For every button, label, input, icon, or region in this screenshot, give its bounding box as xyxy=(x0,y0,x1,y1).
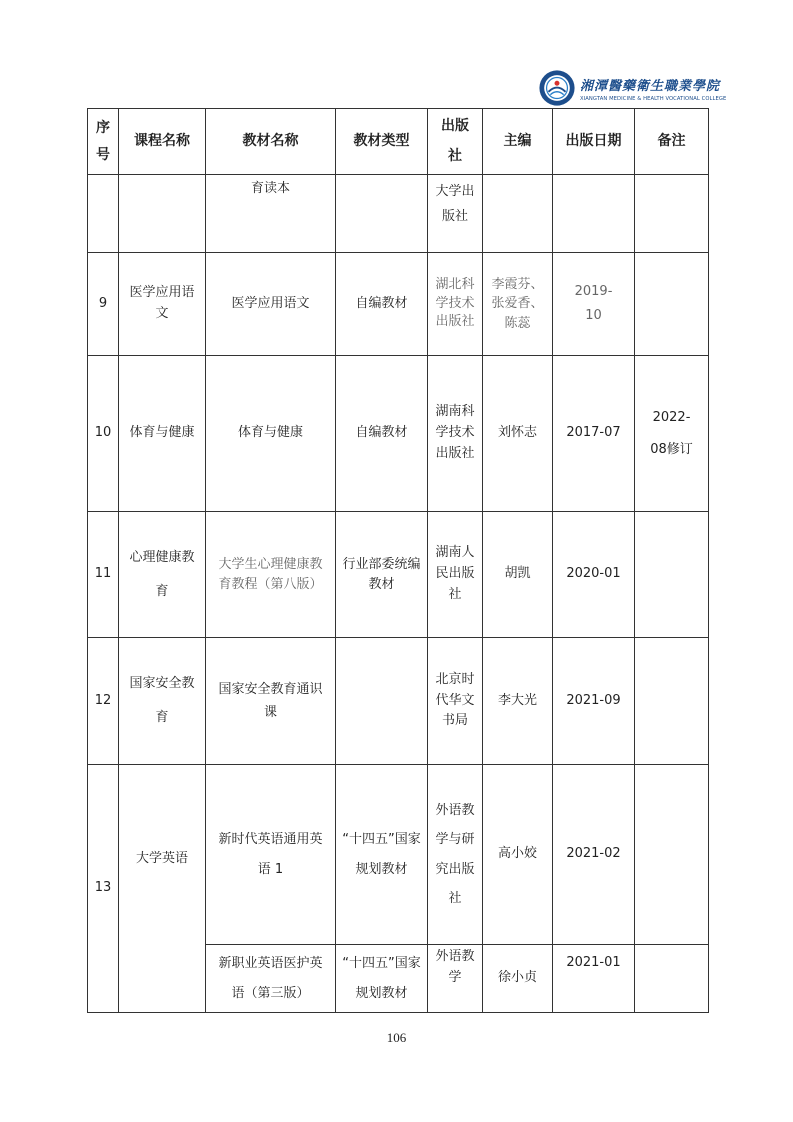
cell-type: 行业部委统编教材 xyxy=(336,512,428,638)
cell-date: 2020-01 xyxy=(553,512,635,638)
cell-no: 10 xyxy=(88,356,119,512)
cell-editor: 徐小贞 xyxy=(483,945,553,1013)
table-row xyxy=(88,765,709,945)
cell-type: “十四五”国家规划教材 xyxy=(336,765,428,945)
cell-no xyxy=(88,175,119,253)
header-type: 教材类型 xyxy=(336,109,428,175)
cell-publisher: 湖南人民出版社 xyxy=(428,512,483,638)
header-course: 课程名称 xyxy=(119,109,206,175)
cell-type: 自编教材 xyxy=(336,356,428,512)
header-no: 序号 xyxy=(88,109,119,175)
cell-textbook: 国家安全教育通识课 xyxy=(206,638,336,765)
cell-date: 2021-09 xyxy=(553,638,635,765)
logo-english-name: XIANGTAN MEDICINE & HEALTH VOCATIONAL COLLEGE xyxy=(580,95,727,102)
cell-textbook: 大学生心理健康教育教程（第八版） xyxy=(206,512,336,638)
cell-publisher: 外语教学与研究出版社 xyxy=(428,765,483,945)
cell-textbook: 新时代英语通用英语 1 xyxy=(206,765,336,945)
cell-publisher: 外语教学 xyxy=(428,945,483,1013)
cell-course: 医学应用语文 xyxy=(119,253,206,356)
cell-no: 9 xyxy=(88,253,119,356)
header-editor: 主编 xyxy=(483,109,553,175)
cell-no: 12 xyxy=(88,638,119,765)
cell-editor: 刘怀志 xyxy=(483,356,553,512)
cell-publisher: 北京时代华文书局 xyxy=(428,638,483,765)
cell-note xyxy=(635,945,709,1013)
cell-publisher: 湖南科学技术出版社 xyxy=(428,356,483,512)
logo-chinese-name: 湘潭醫藥衛生職業學院 xyxy=(580,78,721,94)
page-number: 106 xyxy=(386,1030,407,1045)
textbook-table xyxy=(87,108,709,1013)
cell-editor: 胡凯 xyxy=(483,512,553,638)
cell-textbook: 新职业英语医护英语（第三版） xyxy=(206,945,336,1013)
cell-type: “十四五”国家规划教材 xyxy=(336,945,428,1013)
cell-course: 体育与健康 xyxy=(119,356,206,512)
header-textbook: 教材名称 xyxy=(206,109,336,175)
table-header-row xyxy=(88,109,709,175)
cell-textbook: 育读本 xyxy=(206,175,336,253)
college-emblem-icon xyxy=(538,69,576,107)
cell-date: 2017-07 xyxy=(553,356,635,512)
cell-note xyxy=(635,253,709,356)
header-note: 备注 xyxy=(635,109,709,175)
cell-publisher: 大学出版社 xyxy=(428,175,483,253)
header-date: 出版日期 xyxy=(553,109,635,175)
cell-date: 2021-01 xyxy=(553,945,635,1013)
cell-textbook: 医学应用语文 xyxy=(206,253,336,356)
cell-editor: 李大光 xyxy=(483,638,553,765)
cell-date: 2021-02 xyxy=(553,765,635,945)
cell-course: 心理健康教育 xyxy=(119,512,206,638)
cell-no: 11 xyxy=(88,512,119,638)
cell-date: 2019-10 xyxy=(553,253,635,356)
header-publisher: 出版社 xyxy=(428,109,483,175)
table-row xyxy=(88,356,709,512)
cell-course: 国家安全教育 xyxy=(119,638,206,765)
table-row xyxy=(88,175,709,253)
table-row xyxy=(88,253,709,356)
cell-publisher: 湖北科学技术出版社 xyxy=(428,253,483,356)
college-logo xyxy=(538,68,727,108)
table-row xyxy=(88,638,709,765)
cell-date xyxy=(553,175,635,253)
cell-type: 自编教材 xyxy=(336,253,428,356)
cell-editor xyxy=(483,175,553,253)
cell-editor: 李霞芬、张爱香、陈蕊 xyxy=(483,253,553,356)
cell-note xyxy=(635,512,709,638)
cell-editor: 高小姣 xyxy=(483,765,553,945)
cell-note xyxy=(635,765,709,945)
cell-note xyxy=(635,638,709,765)
table-row xyxy=(88,512,709,638)
cell-no: 13 xyxy=(88,765,119,1013)
cell-course xyxy=(119,175,206,253)
cell-course: 大学英语 xyxy=(119,765,206,1013)
cell-note xyxy=(635,175,709,253)
cell-type xyxy=(336,175,428,253)
cell-type xyxy=(336,638,428,765)
cell-note: 2022-08修订 xyxy=(635,356,709,512)
cell-textbook: 体育与健康 xyxy=(206,356,336,512)
